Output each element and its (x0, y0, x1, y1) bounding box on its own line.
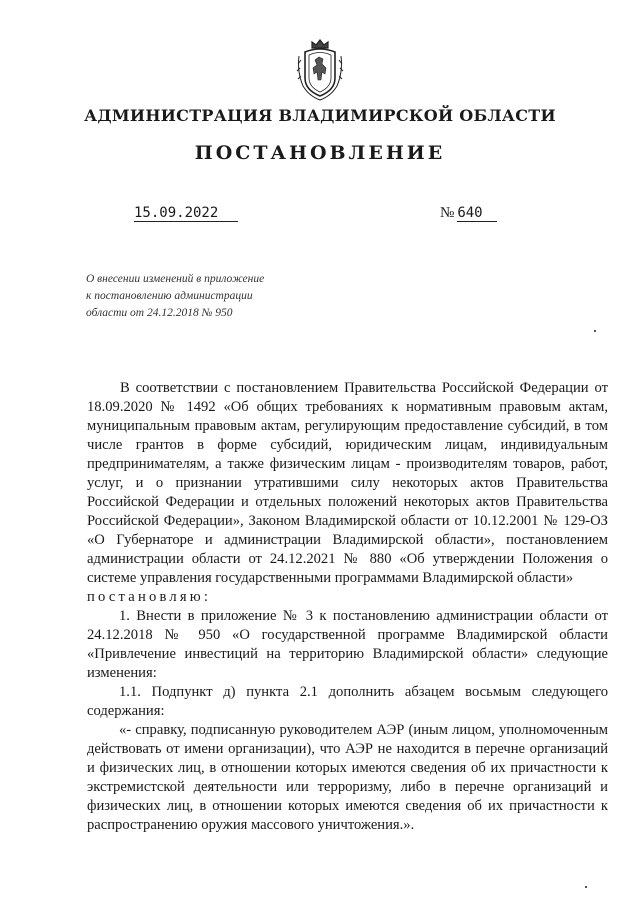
subject-line-1: О внесении изменений в приложение (86, 273, 265, 285)
document-date: 15.09.2022 (134, 205, 238, 222)
organization-name: АДМИНИСТРАЦИЯ ВЛАДИМИРСКОЙ ОБЛАСТИ (84, 106, 556, 125)
document-number-block (440, 205, 497, 221)
decree-word: постановляю: (87, 589, 212, 605)
coat-of-arms-emblem (295, 38, 345, 102)
number-label: № (440, 205, 455, 221)
document-number: 640 (457, 205, 496, 222)
item-1-paragraph: 1. Внести в приложение № 3 к постановлению администрации области от 24.12.2018 № 950 «О государственной программе Владимирской области «Привлечение инвестиций на территорию Владимирской области» следующие изменения: (87, 608, 608, 681)
document-subject (86, 271, 346, 322)
item-1-1-paragraph: 1.1. Подпункт д) пункта 2.1 дополнить абзацем восьмым следующего содержания: (87, 684, 608, 719)
scan-mark (585, 886, 587, 888)
subject-line-2: к постановлению администрации (86, 290, 253, 302)
subject-line-3: области от 24.12.2018 № 950 (86, 307, 233, 319)
preamble-paragraph: В соответствии с постановлением Правительства Российской Федерации от 18.09.2020 № 1492 «Об общих требованиях к нормативным правовым актам, муниципальным правовым актам, регулирующим предоставление субсидий, в том числе грантов в форме субсидий, юридическим лицам, индивидуальным предпринимателям, а также физическим лицам - производителям товаров, работ, услуг, и о признании утратившими силу некоторых актов Правительства Российской Федерации и отдельных положений некоторых актов Правительства Российской Федерации», Законом Владимирской области от 10.12.2001 № 129-ОЗ «О Губернаторе и администрации Владимирской области», постановлением администрации области от 24.12.2021 № 880 «Об утверждении Положения о системе управления государственными программами Владимирской области» (87, 380, 608, 586)
document-type-title: ПОСТАНОВЛЕНИЕ (194, 142, 446, 164)
scan-mark (594, 330, 596, 332)
quote-paragraph: «- справку, подписанную руководителем АЭР (иным лицом, уполномоченным действовать от имени организации), что АЭР не находится в перечне организаций и физических лиц, в отношении которых имеются сведения об их причастности к экстремистской деятельности или терроризму, либо в перечне организаций и физических лиц, в отношении которых имеются сведения об их причастности к распространению оружия массового уничтожения.». (87, 722, 608, 833)
document-body (87, 379, 608, 835)
